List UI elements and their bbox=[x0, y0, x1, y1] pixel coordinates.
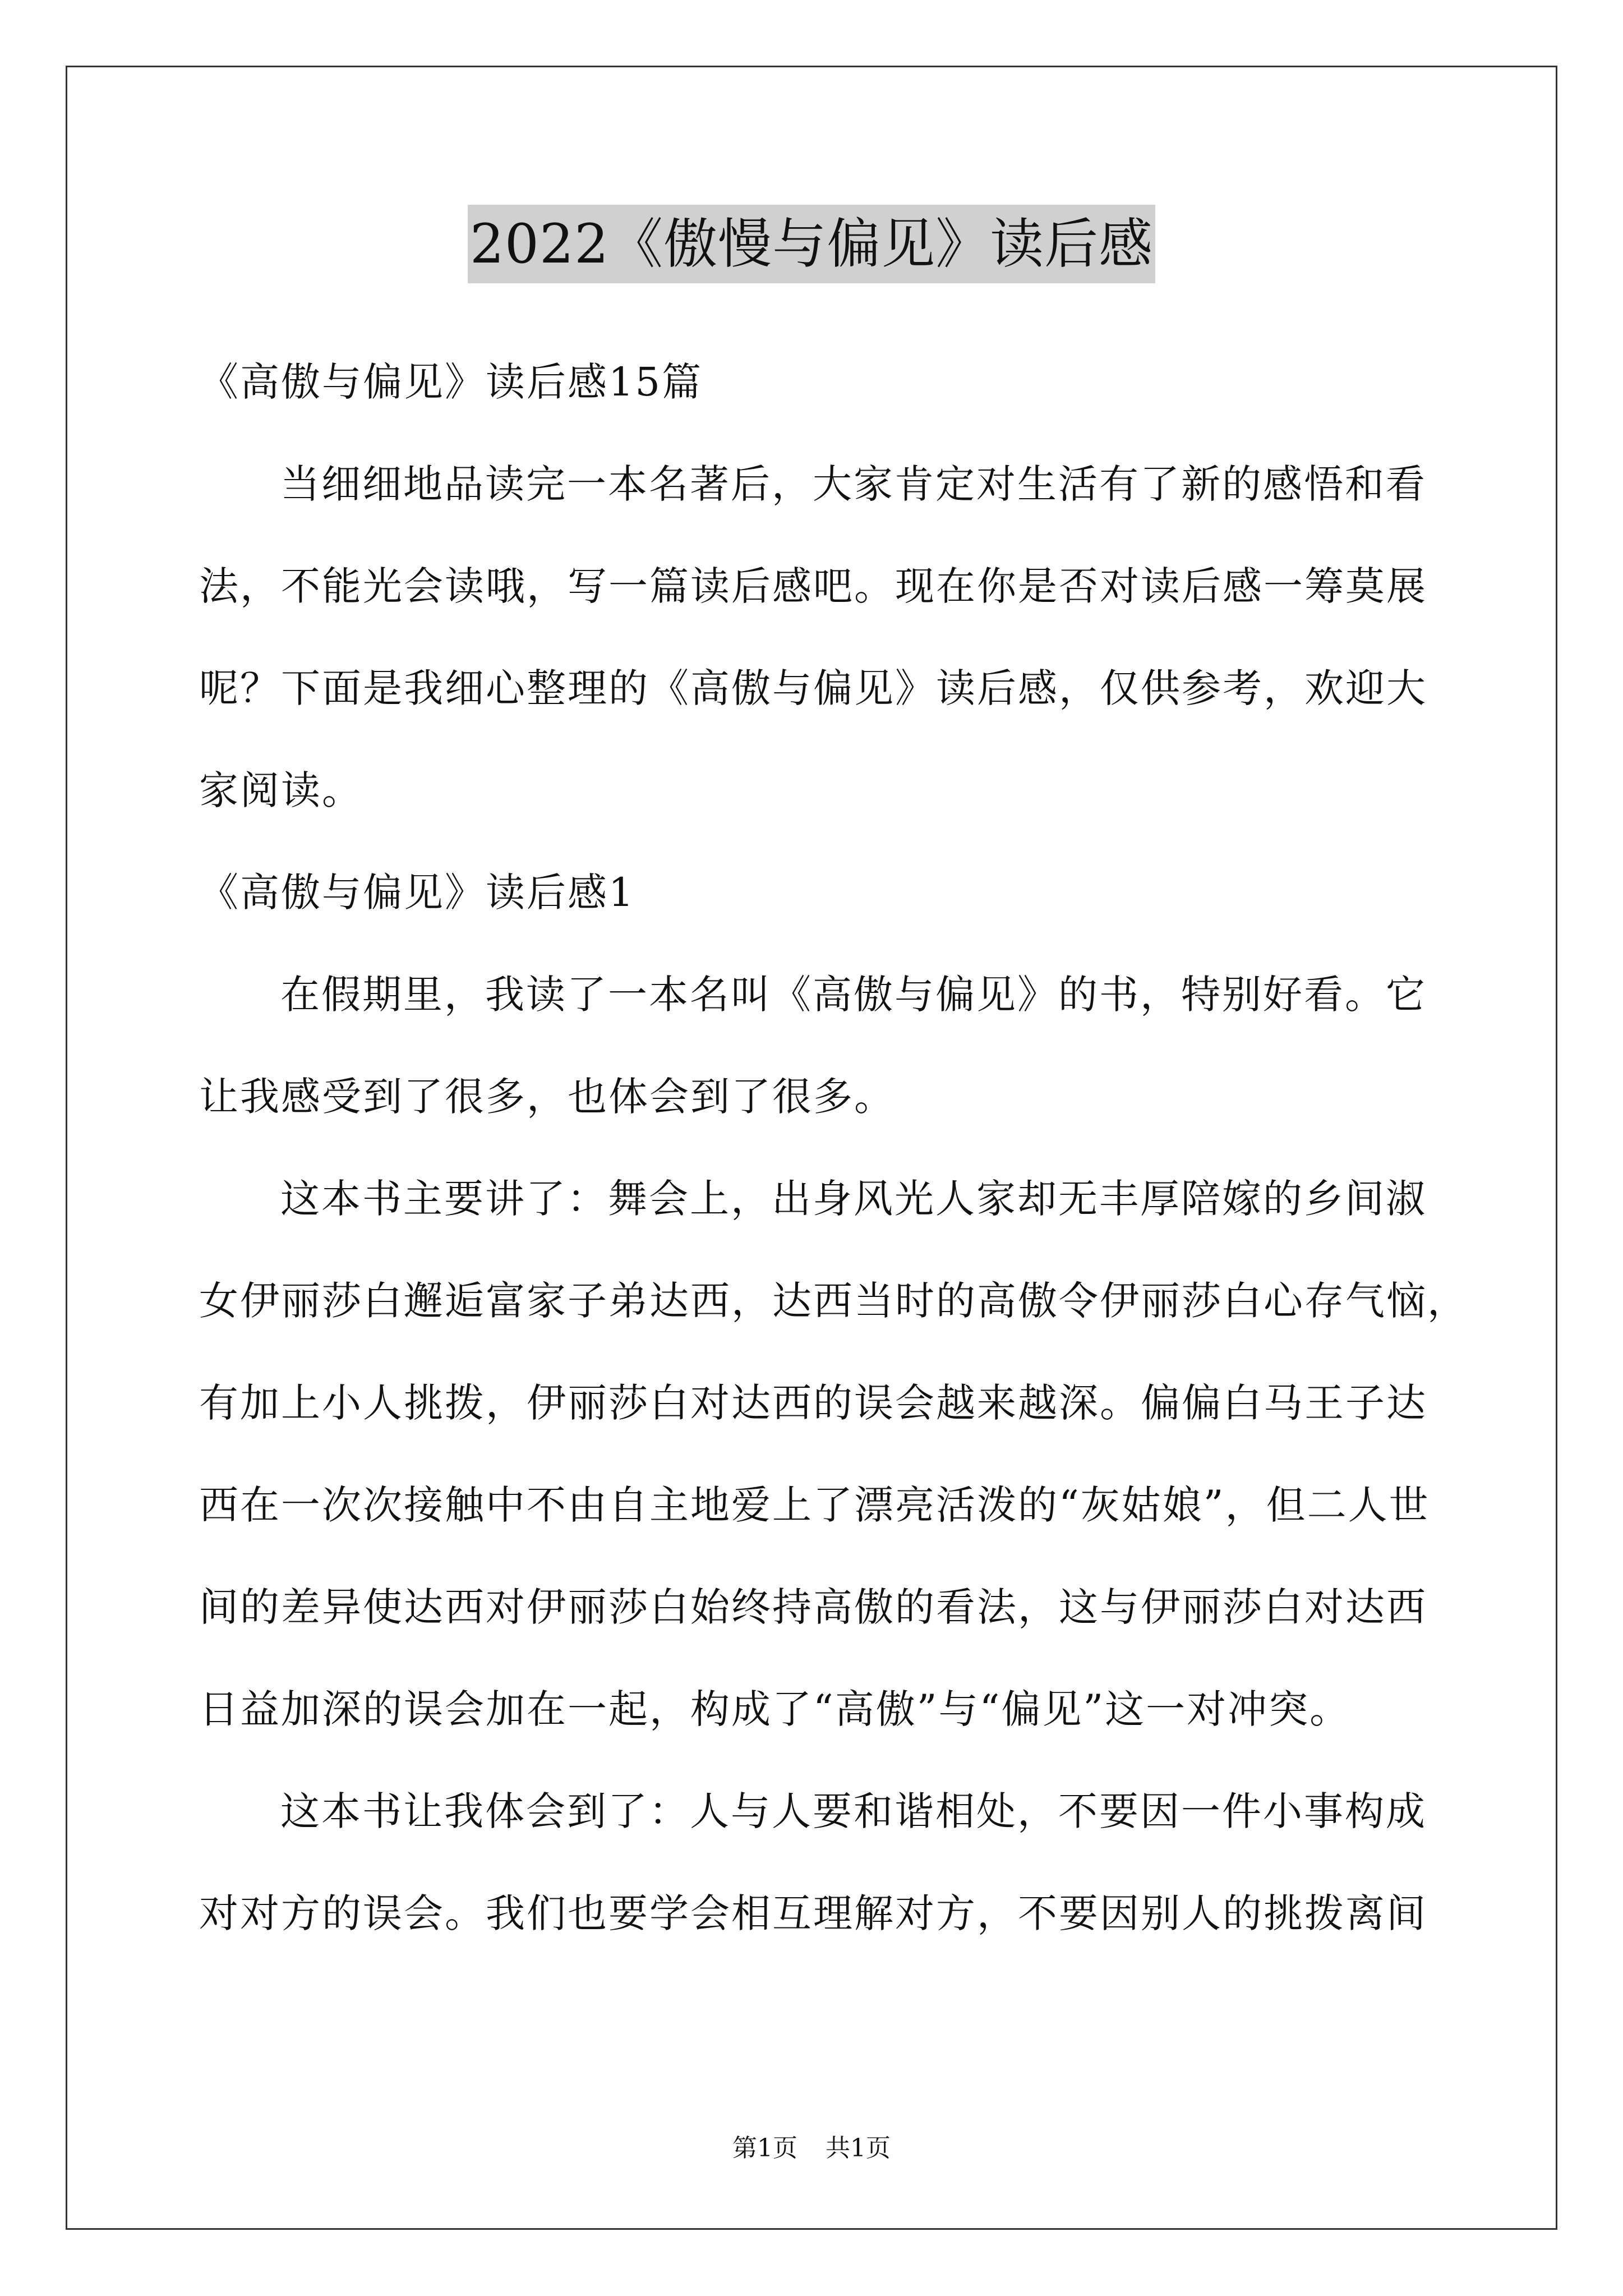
document-body bbox=[199, 331, 1468, 1964]
document-title: 2022《傲慢与偏见》读后感 bbox=[468, 205, 1155, 283]
text-line: 对对方的误会。我们也要学会相互理解对方，不要因别人的挑拨离间 bbox=[199, 1890, 1427, 1936]
text-line: 这本书让我体会到了：人与人要和谐相处，不要因一件小事构成 bbox=[280, 1788, 1427, 1834]
page-footer bbox=[0, 2132, 1623, 2165]
text-line: 这本书主要讲了：舞会上，出身风光人家却无丰厚陪嫁的乡间淑 bbox=[280, 1176, 1427, 1222]
text-line: 家阅读。 bbox=[199, 767, 363, 813]
text-line: 西在一次次接触中不由自主地爱上了漂亮活泼的“灰姑娘”，但二人世 bbox=[199, 1482, 1430, 1528]
text-line: 在假期里，我读了一本名叫《高傲与偏见》的书，特别好看。它 bbox=[280, 972, 1427, 1018]
text-line: 《高傲与偏见》读后感1 bbox=[199, 869, 635, 915]
text-line: 法，不能光会读哦，写一篇读后感吧。现在你是否对读后感一筹莫展 bbox=[199, 563, 1427, 609]
text-line: 《高傲与偏见》读后感15篇 bbox=[199, 359, 703, 405]
text-line: 呢？下面是我细心整理的《高傲与偏见》读后感，仅供参考，欢迎大 bbox=[199, 665, 1427, 711]
text-line: 日益加深的误会加在一起，构成了“高傲”与“偏见”这一对冲突。 bbox=[199, 1686, 1351, 1732]
page-total: 共1页 bbox=[826, 2134, 891, 2162]
text-line: 间的差异使达西对伊丽莎白始终持高傲的看法，这与伊丽莎白对达西 bbox=[199, 1584, 1427, 1630]
text-line: 让我感受到了很多，也体会到了很多。 bbox=[199, 1074, 895, 1120]
page-number: 第1页 bbox=[732, 2134, 797, 2162]
text-line: 有加上小人挑拨，伊丽莎白对达西的误会越来越深。偏偏白马王子达 bbox=[199, 1380, 1427, 1426]
text-line: 当细细地品读完一本名著后，大家肯定对生活有了新的感悟和看 bbox=[280, 461, 1427, 507]
text-line: 女伊丽莎白邂逅富家子弟达西，达西当时的高傲令伊丽莎白心存气恼， bbox=[199, 1278, 1468, 1324]
title-container bbox=[0, 205, 1623, 283]
